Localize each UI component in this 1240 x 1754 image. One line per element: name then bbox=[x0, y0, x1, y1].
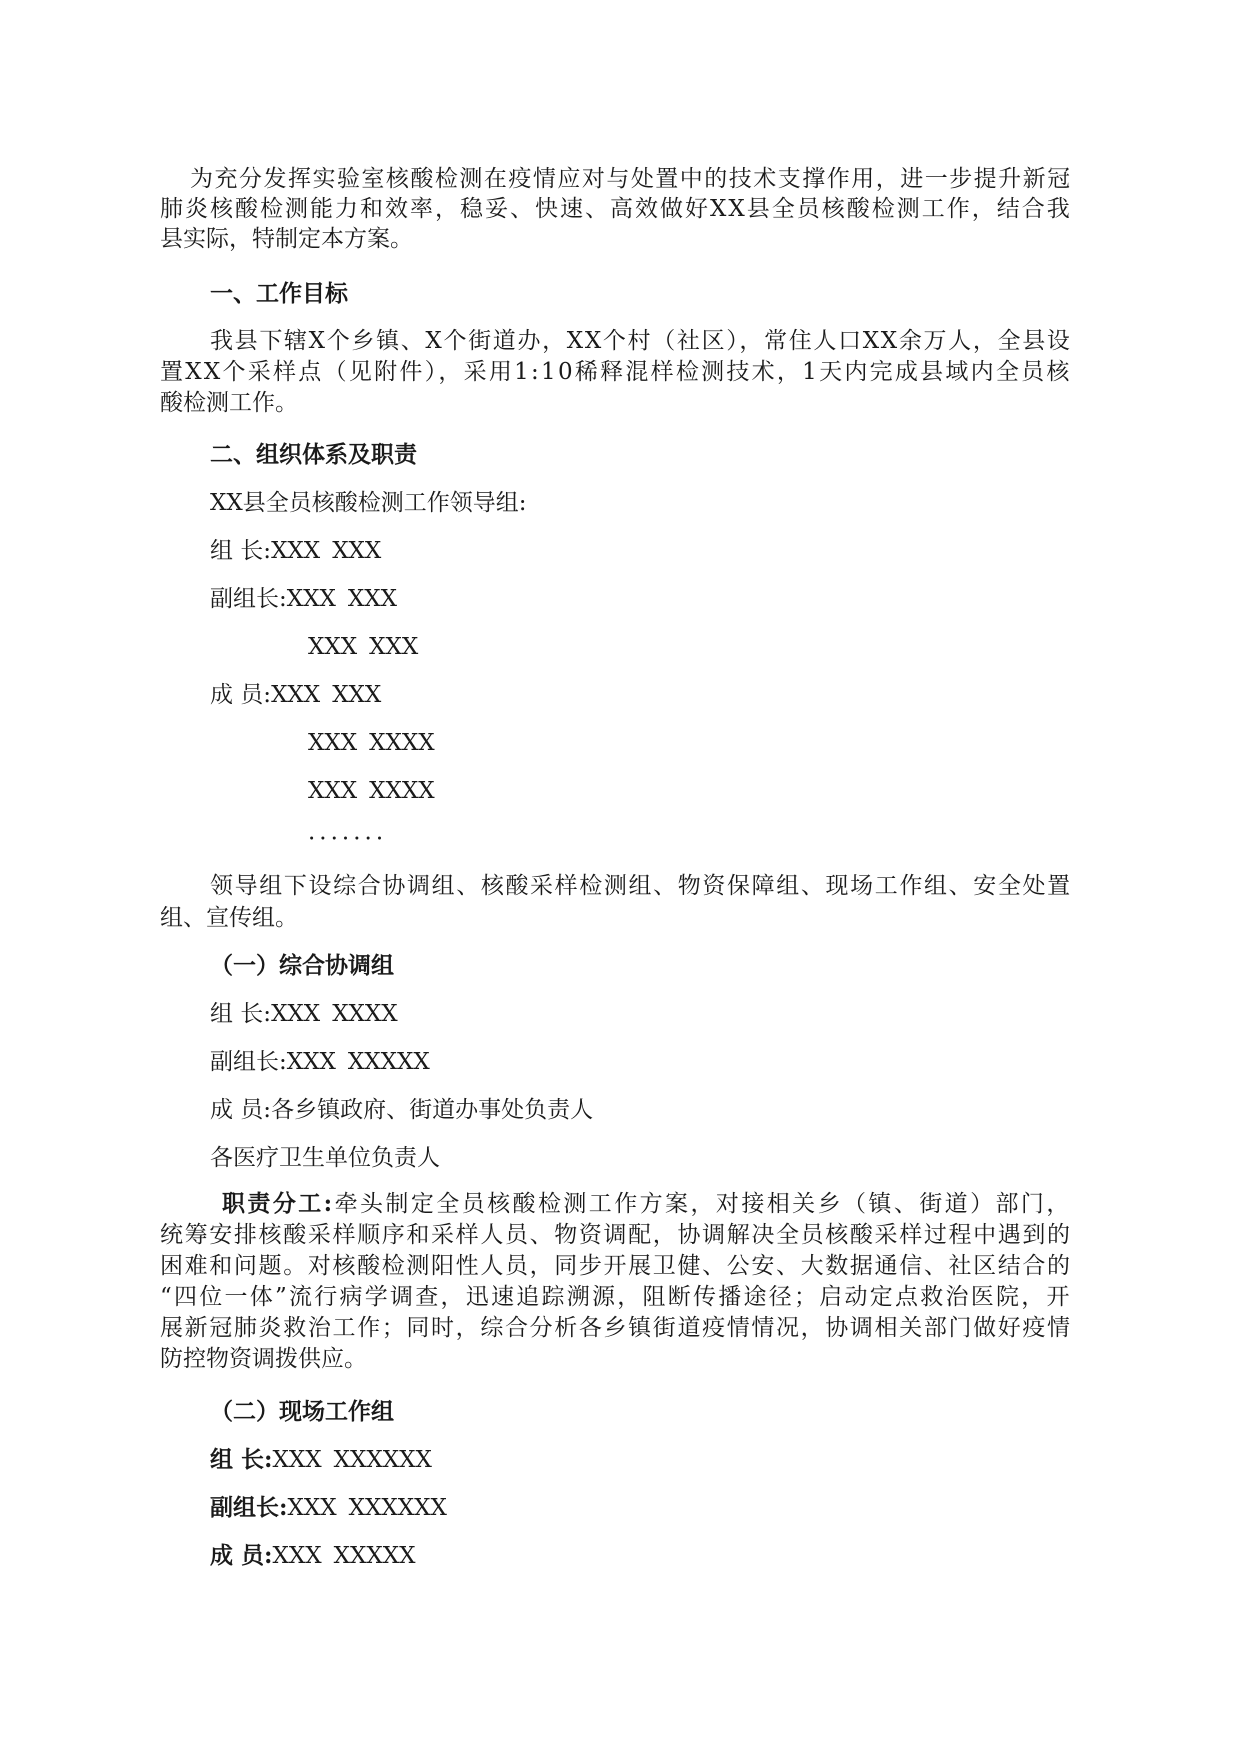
leader-label: 组 长: bbox=[210, 538, 272, 564]
g2-member-given: XXXXX bbox=[333, 1543, 416, 1569]
deputy-2-surname: XXX bbox=[308, 634, 358, 660]
g1-duty-line-1 bbox=[222, 1188, 1072, 1220]
deputy-2-given: XXX bbox=[369, 634, 419, 660]
g1-member-label: 成 员: bbox=[210, 1097, 272, 1123]
member-row-2 bbox=[308, 727, 435, 759]
g1-duty-label: 职责分工: bbox=[222, 1190, 335, 1217]
member-1-given: XXX bbox=[332, 682, 382, 708]
g1-deputy-row bbox=[210, 1046, 430, 1078]
member-1-surname: XXX bbox=[271, 682, 321, 708]
member-2-given: XXXX bbox=[369, 730, 435, 756]
g2-member-surname: XXX bbox=[272, 1543, 322, 1569]
leader-name-surname: XXX bbox=[271, 538, 321, 564]
g1-deputy-label: 副组长: bbox=[210, 1049, 287, 1075]
leadership-title: XX县全员核酸检测工作领导组: bbox=[210, 490, 527, 516]
g1-duty-line-5: 展新冠肺炎救治工作；同时，综合分析各乡镇街道疫情情况，协调相关部门做好疫情 bbox=[160, 1315, 1072, 1341]
deputy-row-2 bbox=[308, 631, 418, 663]
member-2-surname: XXX bbox=[308, 730, 358, 756]
g1-duty-line-3: 困难和问题。对核酸检测阳性人员，同步开展卫健、公安、大数据通信、社区结合的 bbox=[160, 1253, 1072, 1279]
g2-leader-label: 组 长: bbox=[210, 1446, 273, 1473]
goals-line-3: 酸检测工作。 bbox=[160, 390, 298, 416]
g2-deputy-surname: XXX bbox=[287, 1495, 337, 1521]
intro-line-2: 肺炎核酸检测能力和效率，稳妥、快速、高效做好XX县全员核酸检测工作，结合我 bbox=[160, 196, 1072, 222]
g2-member-label: 成 员: bbox=[210, 1542, 273, 1569]
intro-line-1: 为充分发挥实验室核酸检测在疫情应对与处置中的技术支撑作用，进一步提升新冠 bbox=[190, 166, 1072, 192]
g1-leader-surname: XXX bbox=[271, 1001, 321, 1027]
g1-member-row bbox=[210, 1094, 593, 1126]
deputy-row-1 bbox=[210, 583, 397, 615]
g2-deputy-given: XXXXXX bbox=[348, 1495, 447, 1521]
g2-leader-row bbox=[210, 1444, 432, 1476]
group-heading-coordination: （一）综合协调组 bbox=[210, 952, 394, 979]
deputy-label: 副组长: bbox=[210, 586, 287, 612]
member-3-given: XXXX bbox=[369, 778, 435, 804]
member-ellipsis: ······· bbox=[308, 826, 388, 852]
g1-deputy-given: XXXXX bbox=[347, 1049, 430, 1075]
deputy-1-surname: XXX bbox=[286, 586, 336, 612]
member-row-3 bbox=[308, 775, 435, 807]
goals-line-2: 置XX个采样点（见附件），采用1:10稀释混样检测技术，1天内完成县域内全员核 bbox=[160, 359, 1072, 385]
g2-leader-given: XXXXXX bbox=[333, 1447, 432, 1473]
intro-line-3: 县实际，特制定本方案。 bbox=[160, 226, 413, 252]
g1-duty-line-6: 防控物资调拨供应。 bbox=[160, 1346, 367, 1372]
member-row-1 bbox=[210, 679, 381, 711]
group-heading-field: （二）现场工作组 bbox=[210, 1398, 394, 1425]
g2-member-row bbox=[210, 1540, 416, 1572]
g1-members-text-2: 各医疗卫生单位负责人 bbox=[210, 1145, 440, 1171]
section-heading-goals: 一、工作目标 bbox=[210, 280, 348, 307]
member-label: 成 员: bbox=[210, 682, 272, 708]
g1-duty-line-2: 统筹安排核酸采样顺序和采样人员、物资调配，协调解决全员核酸采样过程中遇到的 bbox=[160, 1222, 1072, 1248]
groups-line-2: 组、宣传组。 bbox=[160, 905, 298, 931]
leader-row bbox=[210, 535, 381, 567]
g1-leader-label: 组 长: bbox=[210, 1001, 272, 1027]
g1-members-text: 各乡镇政府、街道办事处负责人 bbox=[271, 1097, 594, 1123]
section-heading-organization: 二、组织体系及职责 bbox=[210, 441, 417, 468]
g1-deputy-surname: XXX bbox=[286, 1049, 336, 1075]
leader-name-given: XXX bbox=[332, 538, 382, 564]
g2-deputy-label: 副组长: bbox=[210, 1494, 288, 1521]
g2-leader-surname: XXX bbox=[272, 1447, 322, 1473]
g1-leader-row bbox=[210, 998, 398, 1030]
g1-leader-given: XXXX bbox=[332, 1001, 398, 1027]
goals-line-1: 我县下辖X个乡镇、X个街道办，XX个村（社区），常住人口XX余万人，全县设 bbox=[210, 328, 1072, 354]
g1-duty-text-1: 牵头制定全员核酸检测工作方案，对接相关乡（镇、街道）部门， bbox=[334, 1191, 1072, 1217]
deputy-1-given: XXX bbox=[347, 586, 397, 612]
groups-line-1: 领导组下设综合协调组、核酸采样检测组、物资保障组、现场工作组、安全处置 bbox=[210, 873, 1072, 899]
g1-duty-line-4: “四位一体”流行病学调查，迅速追踪溯源，阻断传播途径；启动定点救治医院，开 bbox=[160, 1284, 1072, 1310]
member-3-surname: XXX bbox=[308, 778, 358, 804]
g2-deputy-row bbox=[210, 1492, 447, 1524]
